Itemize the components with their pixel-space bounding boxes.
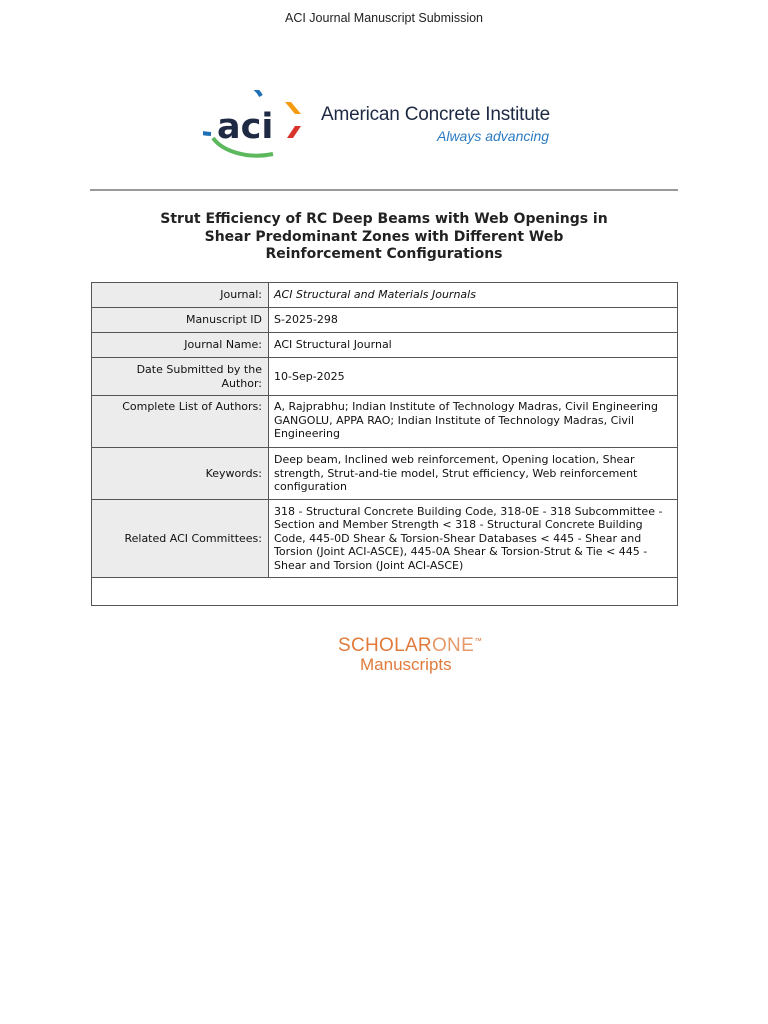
aci-tagline: Always advancing [437,128,550,144]
table-row [92,396,678,448]
table-row [92,333,678,358]
logo-chevron-orange [285,102,301,114]
manuscript-details-table [91,282,678,606]
table-row [92,500,678,578]
logo-mark-text: aci [217,107,274,147]
scholarone-logo [338,635,482,675]
title-line-2: Shear Predominant Zones with Different Web [204,228,564,245]
label-journal: Journal: [92,283,269,308]
label-committees: Related ACI Committees: [92,500,269,578]
logo-chevron-red [287,126,301,138]
value-authors: A, Rajprabhu; Indian Institute of Technology Madras, Civil Engineering GANGOLU, APPA RAO; Indian Institute of Technology Madras, Civil Engineering [269,396,678,448]
value-journal-name: ACI Structural Journal [269,333,678,358]
table-row [92,448,678,500]
manuscripts-text: Manuscripts [360,655,452,674]
aci-logo-mark [203,90,313,160]
label-journal-name: Journal Name: [92,333,269,358]
label-manuscript-id: Manuscript ID [92,308,269,333]
table-row-empty [92,578,678,606]
value-manuscript-id: S-2025-298 [269,308,678,333]
header-divider [90,189,678,191]
label-authors: Complete List of Authors: [92,396,269,448]
title-line-1: Strut Efficiency of RC Deep Beams with Web Openings in [160,211,608,227]
value-date-submitted: 10-Sep-2025 [269,358,678,396]
value-committees: 318 - Structural Concrete Building Code, 318-0E - 318 Subcommittee - Section and Member Strength < 318 - Structural Concrete Building Code, 445-0D Shear & Torsion-Shear Databases < 445 - Shear and Torsion (Joint ACI-ASCE), 445-0A Shear & Torsion-Strut & Tie < 445 - Shear and Torsion (Joint ACI-ASCE) [269,500,678,578]
table-row [92,358,678,396]
table-row [92,308,678,333]
table-row [92,283,678,308]
label-date-submitted: Date Submitted by the Author: [92,358,269,396]
value-journal: ACI Structural and Materials Journals [269,283,678,308]
trademark-symbol: ™ [474,636,483,646]
title-line-3: Reinforcement Configurations [265,246,503,262]
aci-logo [203,90,583,160]
manuscript-title [120,211,648,264]
empty-cell [92,578,678,606]
aci-name: American Concrete Institute [321,104,551,125]
label-keywords: Keywords: [92,448,269,500]
value-keywords: Deep beam, Inclined web reinforcement, Opening location, Shear strength, Strut-and-tie model, Strut efficiency, Web reinforcement configuration [269,448,678,500]
one-text: ONE [431,635,475,656]
running-head: ACI Journal Manuscript Submission [285,11,483,25]
scholar-text: SCHOLAR [338,635,432,656]
